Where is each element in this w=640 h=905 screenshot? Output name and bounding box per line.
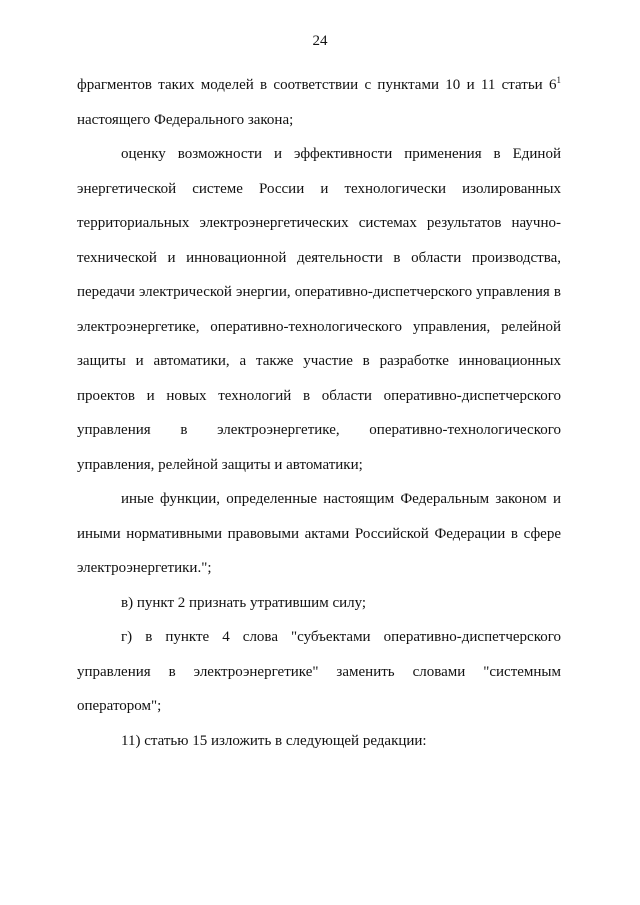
paragraph: 11) статью 15 изложить в следующей редакции: bbox=[121, 732, 427, 749]
document-body bbox=[77, 68, 561, 758]
superscript: 1 bbox=[556, 75, 561, 85]
page-number: 24 bbox=[312, 33, 328, 49]
paragraph-text: настоящего Федерального закона; bbox=[77, 111, 294, 128]
paragraph: в) пункт 2 признать утратившим силу; bbox=[121, 594, 367, 611]
paragraph-continuation bbox=[77, 68, 561, 137]
paragraph: иные функции, определенные настоящим Федеральным законом и иными нормативными правовыми актами Российской Федерации в сфере электроэнергетики."; bbox=[77, 491, 561, 576]
paragraph: г) в пункте 4 слова "субъектами оперативно-диспетчерского управления в электроэнергетике" заменить словами "системным оператором"; bbox=[77, 629, 561, 714]
paragraph: оценку возможности и эффективности применения в Единой энергетической системе России и технологически изолированных территориальных электроэнергетических системах результатов научно-технической и инновационной деятельности в области производства, передачи электрической энергии, оперативно-диспетчерского управления в электроэнергетике, оперативно-технологического управления, релейной защиты и автоматики, а также участие в разработке инновационных проектов и новых технологий в области оперативно-диспетчерского управления в электроэнергетике, оперативно-технологического управления, релейной защиты и автоматики; bbox=[77, 146, 561, 473]
paragraph-text: фрагментов таких моделей в соответствии с пунктами 10 и 11 статьи 6 bbox=[77, 77, 557, 93]
